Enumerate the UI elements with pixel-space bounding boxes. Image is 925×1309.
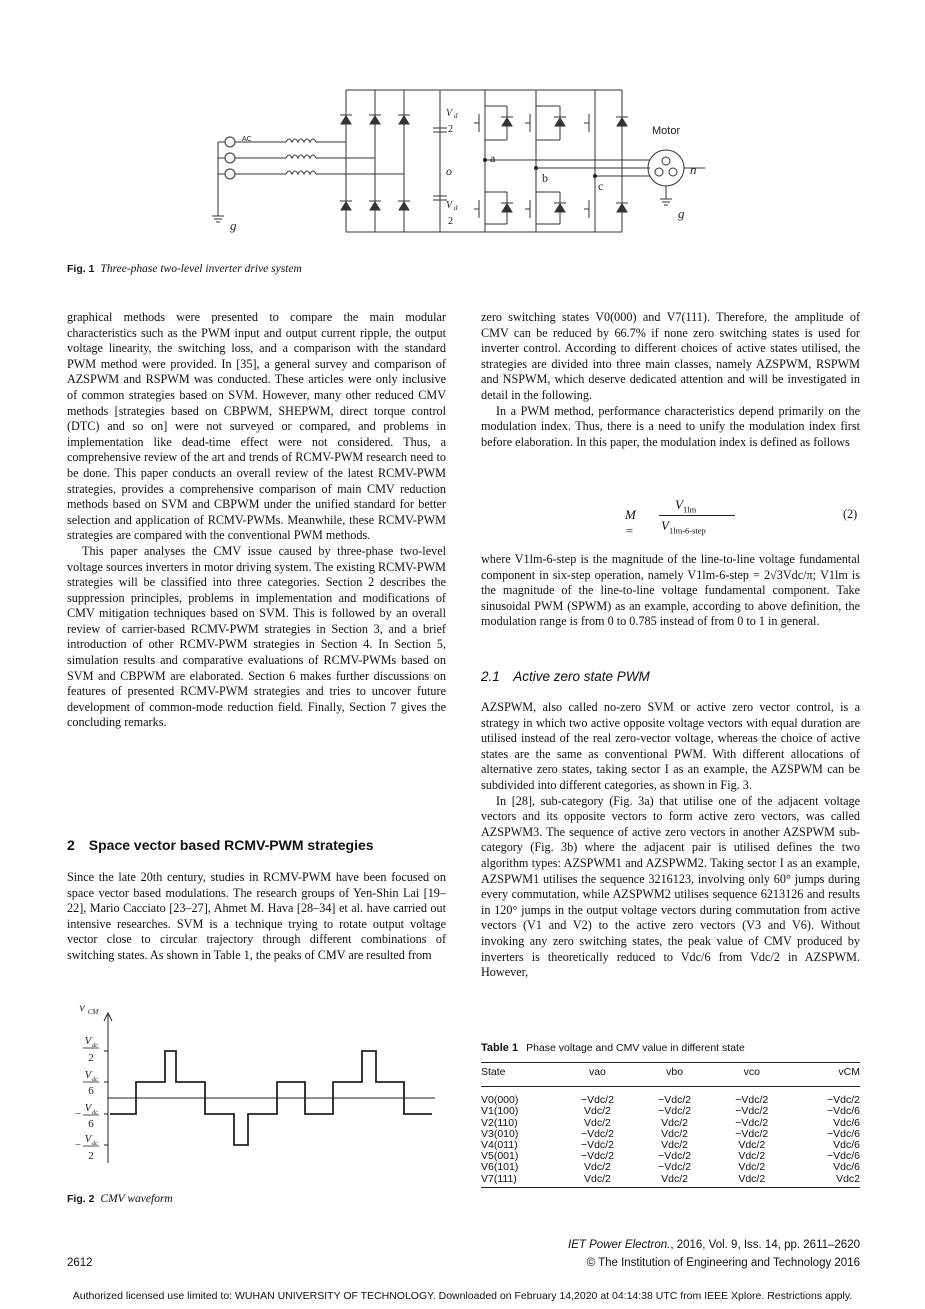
table1-header-vcm: vCM (838, 1066, 860, 1078)
table-cell: Vdc/2 (738, 1150, 766, 1163)
table-cell: −Vdc/2 (580, 1139, 614, 1152)
table-cell: −Vdc/6 (827, 1127, 860, 1140)
table1-header-row (481, 1063, 860, 1087)
page-number: 2612 (67, 1257, 93, 1269)
table-cell: V3(010) (481, 1127, 519, 1140)
table-cell: V7(111) (481, 1172, 517, 1185)
table-cell: −Vdc/2 (580, 1094, 614, 1107)
tick-vdc2-den: 2 (88, 1052, 94, 1064)
table-cell: Vdc/2 (661, 1116, 689, 1129)
tick-neg-vdc6-sign: − (74, 1108, 82, 1120)
figure2-caption-text: CMV waveform (100, 1193, 173, 1205)
table1 (481, 1062, 860, 1188)
table-cell: Vdc/2 (738, 1139, 766, 1152)
ac-label: AC (242, 136, 252, 143)
left-column-section2 (67, 870, 446, 964)
vd-lower-label: V (446, 200, 453, 211)
tick-neg-vdc2-sub: dc (92, 1141, 98, 1147)
table-cell: −Vdc/6 (827, 1105, 860, 1118)
right-column-where (481, 552, 860, 630)
right-paragraph-4: AZSPWM, also called no-zero SVM or active zero vector control, is a strategy in which two active opposite voltage vectors with equal duration are utilised instead of the real zero-vector voltage, whereas the choice of active states are the same as conventional PWM. With different allocations of alternative zero states, taking sector I as an example, the AZSPWM can be subdivided into different categories, as shown in Fig. 3. (481, 700, 860, 792)
tick-vdc6-sub: dc (92, 1077, 98, 1083)
table-cell: Vdc/2 (584, 1116, 611, 1129)
right-column-azspwm (481, 700, 860, 981)
tick-neg-vdc2-den: 2 (88, 1150, 94, 1162)
vd-upper-sub: d (454, 112, 458, 120)
tick-neg-vdc2-num: V (84, 1133, 92, 1145)
table-cell: −Vdc/2 (658, 1161, 692, 1174)
vd-lower-sub: d (454, 204, 458, 212)
table-cell: Vdc/2 (584, 1172, 611, 1185)
table-cell: −Vdc/2 (735, 1127, 769, 1140)
figure1-caption-text: Three-phase two-level inverter drive system (100, 263, 302, 275)
tick-vdc6-num: V (84, 1069, 92, 1081)
table-cell: V4(011) (481, 1139, 518, 1152)
equation-2-number: (2) (843, 507, 858, 521)
license-notice: Authorized licensed use limited to: WUHAN UNIVERSITY OF TECHNOLOGY. Downloaded on February 14,2020 at 04:14:38 UTC from IEEE Xplore. Restrictions apply. (72, 1290, 853, 1302)
table-cell: Vdc/2 (584, 1105, 611, 1118)
table-cell: V5(001) (481, 1150, 519, 1163)
ground-label-left: g (230, 218, 237, 233)
table1-title: Phase voltage and CMV value in different state (526, 1042, 745, 1054)
motor-label: Motor (652, 125, 681, 137)
table-cell: Vdc/6 (833, 1116, 860, 1129)
table-cell: −Vdc/2 (658, 1094, 692, 1107)
table1-label: Table 1 (481, 1042, 519, 1054)
table-cell: Vdc/2 (584, 1161, 611, 1174)
right-paragraph-5: In [28], sub-category (Fig. 3a) that utilise one of the adjacent voltage vectors and its opposite vectors to form active zero vectors, was called AZSPWM3. The sequence of active zero vectors in another AZSPWM sub-category (Fig. 3b) where the adjacent pair is utilised defines the two algorithm types: AZSPWM1 and AZSPWM2. Taking sector I as an example, AZSPWM1 utilises the sequence 3216123, involving only 60° jumps during every commutation, while AZSPWM2 utilises sequence 6213126 and results in 120° jumps in the output voltage vectors during commutation from active vectors (V1 and V2) to the active zero vectors (V3 and V6). Without invoking any zero switching states, the peak value of CMV produced by inverters is theoretically reduced to Vdc/6 from Vdc/2 in AZSPWM. However, (481, 793, 860, 980)
ground-label-right: g (678, 206, 685, 221)
table-cell: V2(110) (481, 1116, 518, 1129)
table-cell: −Vdc/2 (735, 1094, 769, 1107)
table-cell: Vdc/2 (661, 1127, 689, 1140)
table-cell: −Vdc/2 (827, 1094, 860, 1107)
tick-vdc6-den: 6 (88, 1085, 94, 1097)
journal-volume: , 2016, Vol. 9, Iss. 14, pp. 2611–2620 (670, 1239, 860, 1251)
table-cell: −Vdc/2 (735, 1105, 769, 1118)
table-cell: Vdc/6 (833, 1139, 860, 1152)
table-cell: Vdc/2 (661, 1172, 689, 1185)
figure2-caption (67, 1193, 173, 1205)
table1-grid (481, 1063, 860, 1187)
section-2-heading: 2 Space vector based RCMV-PWM strategies (67, 837, 374, 853)
phase-b-label: b (542, 171, 548, 185)
vd-upper-label: V (446, 108, 453, 119)
table-cell: −Vdc/2 (658, 1150, 692, 1163)
journal-citation (568, 1239, 860, 1251)
journal-name: IET Power Electron. (568, 1239, 671, 1251)
table-cell: Vdc/2 (738, 1172, 766, 1185)
figure1-caption-label: Fig. 1 (67, 263, 95, 275)
tick-vdc2-num: V (84, 1035, 92, 1047)
right-paragraph-1: zero switching states V0(000) and V7(111). Therefore, the amplitude of CMV can be reduced by 66.7% if none zero switching states is used for inverter control. According to different choices of active states utilised, the strategies are divided into three main classes, namely AZSPWM, RSPWM and NSPWM, which deserve dedicated attention and will be investigated in detail in the following. (481, 310, 860, 402)
table-cell: Vdc/2 (661, 1139, 689, 1152)
left-paragraph-1: graphical methods were presented to compare the main modular characteristics such as the PWM input and output current ripple, the output voltage linearity, the switching loss, and a comparison with the standard PWM method were provided. In [35], a general survey and comparison of AZSPWM and RSPWM was conducted. These articles were only inclusive of common strategies based on SVM. However, many other reduced CMV methods [strategies based on CBPWM, SHEPWM, direct torque control (DTC) and so on] were not surveyed or compared, and problems in implementation like dead-time effect were not considered. Thus, a comprehensive review of the art and trends of RCMV-PWM research need to be done. This paper conducts an overall review of the latest RCMV-PWM strategies, provides a comprehensive comparison of main CMV reduction methods based on SVM and CBPWM under the unified standard for better selection and application of RCMV-PWMs. Meanwhile, these RCMV-PWM strategies are compared with the conventional PWM methods. (67, 310, 446, 543)
y-axis-sub: CM (87, 1008, 99, 1016)
table1-header-vco: vco (743, 1066, 760, 1078)
table-cell: Vdc/2 (738, 1161, 766, 1174)
left-column (67, 310, 446, 731)
midpoint-o-label: o (446, 164, 452, 178)
figure2-cmv-waveform (70, 1005, 440, 1165)
table-cell: −Vdc/2 (658, 1105, 692, 1118)
figure1-circuit-diagram (200, 84, 720, 244)
tick-neg-vdc6-num: V (84, 1102, 92, 1114)
table1-header-state: State (481, 1066, 506, 1078)
neutral-n-label: n (690, 162, 697, 177)
right-paragraph-3: where V1lm-6-step is the magnitude of the line-to-line voltage fundamental component in six-step operation, namely V1lm-6-step = 2√3Vdc/π; V1lm is the magnitude of the line-to-line voltage fundamental component. Take sinusoidal PWM (SPWM) as an example, according to above definition, the modulation range is from 0 to 0.785 instead of from 0 to 1 in general. (481, 552, 860, 629)
table-row (481, 1174, 860, 1187)
table-row (481, 1162, 860, 1173)
table1-header-vao: vao (588, 1066, 606, 1078)
table-cell: −Vdc/2 (735, 1116, 769, 1129)
table1-caption (481, 1042, 745, 1054)
table-cell: −Vdc/6 (827, 1150, 860, 1163)
table-cell: Vdc2 (836, 1172, 860, 1185)
table-cell: −Vdc/2 (580, 1150, 614, 1163)
right-column-top (481, 310, 860, 450)
right-paragraph-2: In a PWM method, performance characteristics depend primarily on the modulation index. Thus, there is a need to unify the modulation index first before elaboration. In this paper, the modulation index is defined as follows (481, 403, 860, 449)
table-cell: Vdc/6 (833, 1161, 860, 1174)
phase-a-label: a (490, 151, 496, 165)
tick-vdc2-sub: dc (92, 1043, 98, 1049)
table1-header-vbo: vbo (666, 1066, 684, 1078)
left-paragraph-3: Since the late 20th century, studies in RCMV-PWM have been focused on space vector based modulations. The research groups of Yen-Shin Lai [19–22], Mario Cacciato [23–27], Ahmet M. Hava [28–34] et al. have carried out intensive researches. SVM is a technique trying to rotate output voltage vector close to circular trajectory through different combinations of switching states. As shown in Table 1, the peaks of CMV are resulted from (67, 870, 446, 962)
phase-c-label: c (598, 179, 604, 193)
tick-neg-vdc6-den: 6 (88, 1118, 94, 1130)
tick-neg-vdc6-sub: dc (92, 1110, 98, 1116)
table-row (481, 1087, 860, 1107)
table-cell: V0(000) (481, 1094, 519, 1107)
figure1-caption (67, 263, 302, 275)
vd-upper-den: 2 (448, 124, 453, 135)
figure2-caption-label: Fig. 2 (67, 1193, 95, 1205)
table-cell: −Vdc/2 (580, 1127, 614, 1140)
table-cell: V1(100) (481, 1105, 519, 1118)
y-axis-label: v (79, 1005, 85, 1014)
subsection-2-1-heading: 2.1 Active zero state PWM (481, 669, 650, 684)
left-paragraph-2: This paper analyses the CMV issue caused by three-phase two-level voltage sources inverters in motor driving system. The existing RCMV-PWM strategies will be classified into three categories. Section 2 describes the suppression principles, problems in implementation and modifications of CMV mitigation techniques based on SVM. This is followed by an overall review of carrier-based RCMV-PWM strategies in Section 3, and a brief introduction of other RCMV-PWM strategies in Section 4. In Section 5, simulation results and comparative evaluations of RCMV-PWMs based on SVM and CBPWM are elaborated. Section 6 makes further discussions on features of presented RCMV-PWM strategies and tries to uncover future development of common-mode reduction field. Finally, Section 7 gives the concluding remarks. (67, 543, 446, 730)
table-cell: V6(101) (481, 1161, 519, 1174)
vd-lower-den: 2 (448, 216, 453, 227)
table-row (481, 1106, 860, 1117)
copyright-notice: © The Institution of Engineering and Technology 2016 (586, 1257, 860, 1269)
tick-neg-vdc2-sign: − (74, 1139, 82, 1151)
